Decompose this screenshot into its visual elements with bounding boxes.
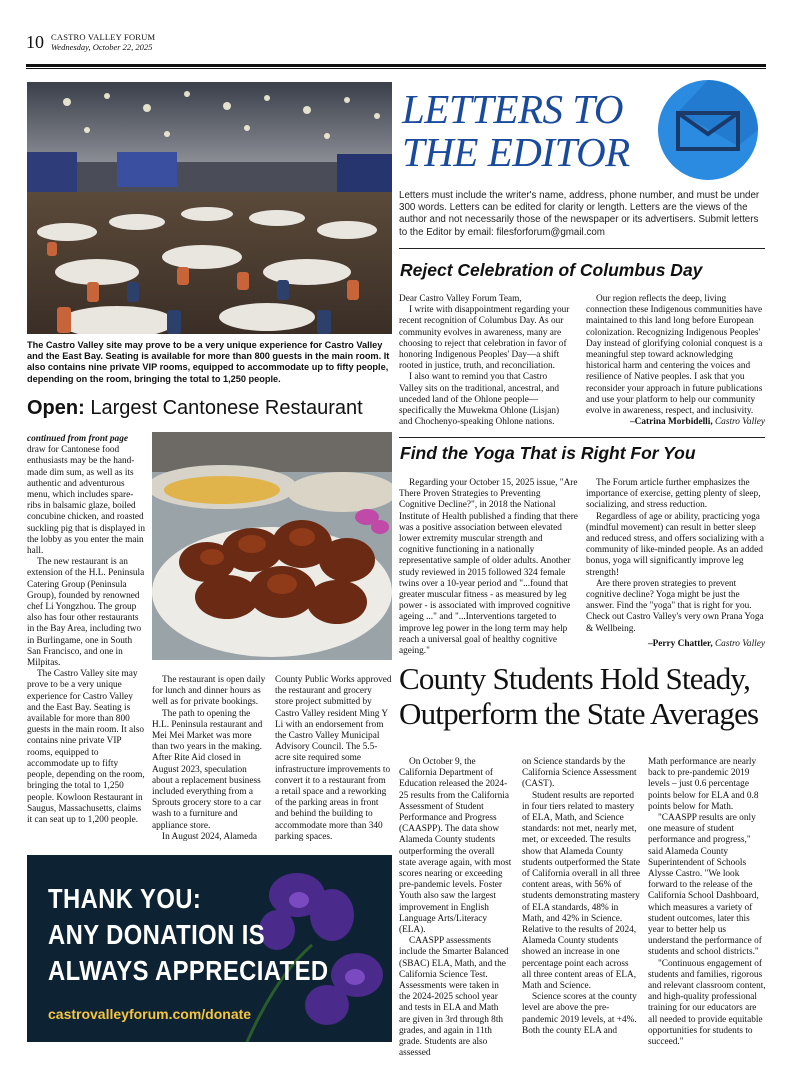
- letter1-salutation: Dear Castro Valley Forum Team,: [399, 294, 522, 304]
- donation-ad[interactable]: [27, 855, 392, 1042]
- students-para: Student results are reported in four tiers related to mastery of ELA, Math, and Science standards: not met, nearly met, met, or exceeded. The results show that Alameda County students outperformed the State of California overall in all three content areas, with 56% of students demonstrating mastery of ELA standards, 48% in Math, and 42% in Science. Relative to the results of 2024, Alameda County students showed an increase in one percentage point each across all three content areas of ELA, Math and Science.: [522, 790, 640, 992]
- letter1-para: Our region reflects the deep, living connection these Indigenous communities have maintained to this land long before European colonization. Recognizing Indigenous Peoples' Day instead of glorifying colonial conquest is a meaningful step toward acknowledging historical harm and centering the voices and resilience of Native peoples. I ask that you reconsider your approach in future publications and use your platform to help our community evolve in awareness, respect, and inclusivity.: [586, 294, 763, 417]
- restaurant-col3-para: County Public Works approved the restaurant and grocery store project submitted by Castro Valley resident Ming Y Li with an endorsement from the Castro Valley Municipal Advisory Council. The 5.5-acre site required some infrastructure improvements to convert it to a restaurant from a retail space and a reworking of the parking areas in front and behind the building to accommodate more than 340 parking spaces.: [275, 675, 392, 842]
- letter1-para: I also want to remind you that Castro Valley sits on the traditional, ancestral, and unceded land of the Ohlone people—specifically the Muwekma Ohlone (Lisjan) and Chochenyo-speaking Ohlone nations.: [399, 372, 560, 428]
- letter1-headline: Reject Celebration of Columbus Day: [400, 260, 703, 280]
- banquet-photo-caption: The Castro Valley site may prove to be a very unique experience for Castro Valley and the East Bay. Seating is available for more than 800 guests in the main room. It also contains nine private VIP rooms, equipped to accommodate up to fifty people, depending on the room, bringing the total to 1,250 people.: [27, 340, 390, 384]
- students-col-3: [648, 757, 766, 1048]
- letter1-para: I write with disappointment regarding your recent recognition of Columbus Day. As our community evolves in awareness, many are choosing to reject that celebration in favor of honoring Indigenous Peoples' Day—a shift rooted in justice, truth, and reconciliation.: [399, 305, 570, 372]
- restaurant-col2-para: In August 2024, Alameda: [162, 831, 258, 842]
- letter2-para: Are there proven strategies to prevent cognitive decline? Yoga might be just the answer. Find the "yoga" that is right for you. Check out Castro Valley's very own Prana Yoga & Wellbeing.: [586, 578, 764, 634]
- restaurant-col-2: [152, 675, 269, 843]
- letter1-signature: [586, 417, 765, 428]
- students-col-2: [522, 757, 640, 1037]
- ad-line-1: THANK YOU:: [48, 883, 202, 914]
- letters-title-line1: LETTERS TO: [402, 86, 623, 132]
- envelope-icon: [658, 80, 758, 180]
- letters-title-line2: THE EDITOR: [402, 129, 630, 175]
- restaurant-col2-para: The restaurant is open daily for lunch and dinner hours as well as for private bookings.: [152, 675, 266, 708]
- students-para: Science scores at the county level are above the pre-pandemic 2019 levels, at +4%. Both the county ELA and: [522, 992, 637, 1036]
- letter2-para: Regardless of age or ability, practicing yoga (mindful movement) can result in better sleep and reduced stress, and offers socializing with a community of like-minded people. As an added bonus, yoga will significantly improve leg strength!: [586, 511, 764, 578]
- students-para: "Continuous engagement of students and families, rigorous and relevant classroom content, and high-quality professional training for our educators are all needed to provide equitable opportunities for students to succeed.": [648, 958, 766, 1048]
- letter2-signature: [586, 639, 765, 650]
- header-rule: [26, 64, 766, 67]
- ad-line-2: ANY DONATION IS: [48, 919, 266, 950]
- letter1-signature-place: Castro Valley: [714, 417, 765, 428]
- restaurant-col2-para: The path to opening the H.L. Peninsula restaurant and Mei Mei Market was more than two years in the making. After Rite Aid closed in August 2023, speculation about a replacement business included everything from a Sprouts grocery store to a car wash to a furniture and appliance store.: [152, 708, 263, 831]
- letter-divider: [399, 437, 765, 438]
- students-para: on Science standards by the California Science Assessment (CAST).: [522, 757, 637, 790]
- letter2-headline: Find the Yoga That is Right For You: [400, 443, 696, 463]
- letter2-col-2: [586, 478, 765, 650]
- restaurant-col1-para: draw for Cantonese food enthusiasts may be the hand-made dim sum, as well as its authentic and adventurous menu, which includes spare-ribs in balsamic glaze, boiled concubine chicken, and roasted suckling pig that is displayed in the lobby as you enter the main hall.: [27, 445, 146, 557]
- letter2-signature-place: Castro Valley: [714, 638, 765, 649]
- banquet-hall-photo: [27, 82, 392, 334]
- restaurant-headline: [27, 398, 392, 418]
- spare-ribs-photo: [152, 432, 392, 660]
- page-number: 10: [26, 32, 44, 52]
- ad-line-3: ALWAYS APPRECIATED: [48, 955, 329, 986]
- issue-date: Wednesday, October 22, 2025: [51, 42, 153, 52]
- letters-rule: [399, 248, 765, 249]
- restaurant-headline-rest: Largest Cantonese Restaurant: [84, 397, 363, 419]
- students-para: Math performance are nearly back to pre-pandemic 2019 levels – just 0.6 percentage points below for ELA and 0.8 points below for Math.: [648, 757, 759, 812]
- restaurant-col-3: [275, 675, 392, 843]
- restaurant-headline-bold: Open:: [27, 397, 85, 419]
- letter1-col-1: [399, 294, 570, 428]
- letter1-signature-name: –Catrina Morbidelli,: [630, 417, 713, 428]
- students-para: On October 9, the California Department of Education released the 2024-25 results from the California Assessment of Student Performance and Progress (CAASPP). The data show Alameda County students outperforming the overall state average again, with most scores nearing or exceeding pre-pandemic levels. Foster Youth also saw the largest improvement in English Language Arts/Literacy (ELA).: [399, 757, 512, 936]
- students-col-1: [399, 757, 512, 1059]
- students-headline-line2: Outperform the State Averages: [399, 696, 759, 731]
- publication-name: CASTRO VALLEY FORUM: [51, 32, 156, 42]
- restaurant-col1-para: The new restaurant is an extension of the H.L. Peninsula Catering Group (Peninsula Group), founded by renowned chef Li Yongzhou. The group also has four other restaurants in the Bay Area, including two in Burlingame, one in South San Francisco, and one in Milpitas.: [27, 557, 145, 669]
- letters-intro: Letters must include the writer's name, address, phone number, and must be under 300 words. Letters can be edited for clarity or length. Letters are the views of the author and not necessarily those of the newspaper or its advertisers. Submit letters to the Editor by email: filesforforum@gmail.com: [399, 190, 760, 238]
- letter2-para: The Forum article further emphasizes the importance of exercise, getting plenty of sleep, socializing, and stress reduction.: [586, 478, 761, 511]
- restaurant-col1-para: The Castro Valley site may prove to be a very unique experience for Castro Valley and the East Bay. Seating is available for more than 800 guests in the main room. It also contains nine private VIP rooms, equipped to accommodate up to fifty people, depending on the room, bringing the total to 1,250 people. Kowloon Restaurant in Saugus, Massachusetts, claims it can seat up to 1,200 people.: [27, 669, 145, 825]
- letter1-col-2: [586, 294, 765, 428]
- students-headline-line1: County Students Hold Steady,: [399, 661, 751, 696]
- students-para: "CAASPP results are only one measure of student performance and progress," said Alameda County Superintendent of Schools Alysse Castro. "We look forward to the release of the California School Dashboard, which measures a variety of student outcomes, later this year to better help us understand the performance of students and school districts.": [648, 813, 762, 958]
- restaurant-col-1: [27, 434, 145, 826]
- letter2-signature-name: –Perry Chattler,: [647, 638, 713, 649]
- continued-kicker: continued from front page: [27, 434, 128, 444]
- letter2-para: Regarding your October 15, 2025 issue, "Are There Proven Strategies to Preventing Cognitive Decline?", in 2018 the National Institute of Health published a finding that there was a positive association between elevated lower extremity muscular strength and cognitive functioning in a nationally representative sample of older adults. Another study reviewed in 2015 followed 324 female twins over a 10-year period and "...found that greater muscular fitness - as measured by leg power - is associated with improved cognitive ageing ..." and "...Interventions targeted to improve leg power in the long term may help reach a universal goal of healthy cognitive ageing.": [399, 478, 578, 657]
- header-rule-thin: [26, 68, 766, 69]
- students-para: CAASPP assessments include the Smarter Balanced (SBAC) ELA, Math, and the California Science Test. Assessments were taken in the 2024-2025 school year and tests in ELA and Math are given in 3rd through 8th grades, and again in 11th grade. Students are also assessed: [399, 936, 509, 1059]
- donate-link[interactable]: castrovalleyforum.com/donate: [48, 1006, 252, 1022]
- letter2-col-1: [399, 478, 578, 657]
